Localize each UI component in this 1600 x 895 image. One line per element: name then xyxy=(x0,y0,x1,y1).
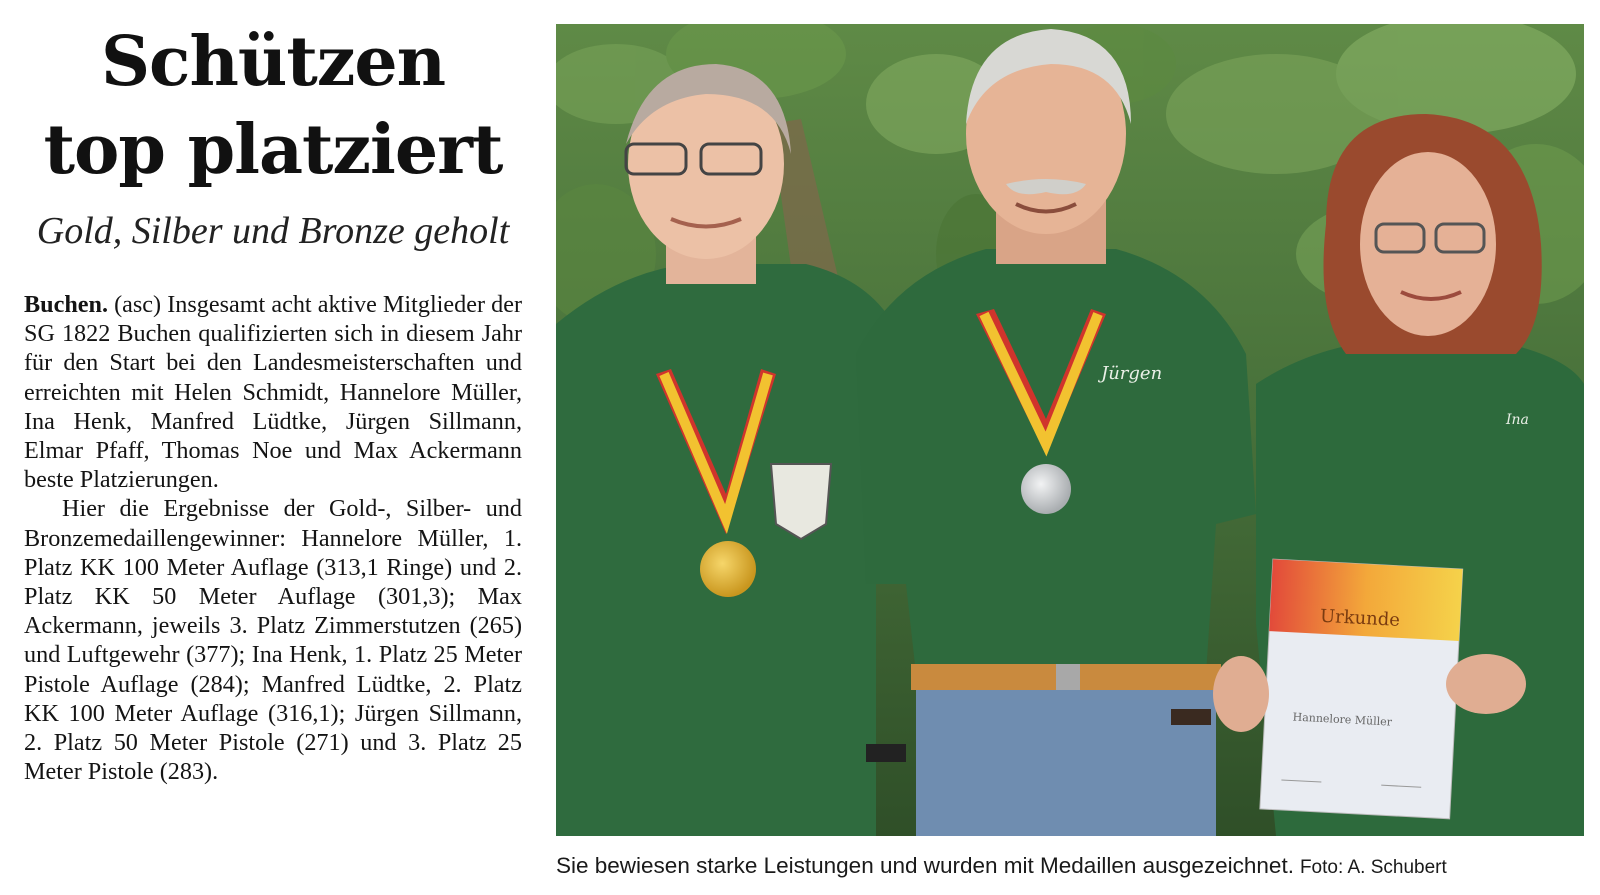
photo-credit: Foto: A. Schubert xyxy=(1299,857,1447,878)
certificate xyxy=(1260,559,1463,819)
subheadline: Gold, Silber und Bronze geholt xyxy=(36,210,510,252)
shirt-name-middle: Jürgen xyxy=(1101,363,1163,384)
certificate-title: Urkunde xyxy=(1319,605,1401,631)
paragraph-1-text: (asc) Insgesamt acht aktive Mitglieder der SG 1822 Buchen qualifizierten sich in diesem Jahr für den Start bei den Landesmeisterschaften und erreichten mit Helen Schmidt, Hannelore Müller, Ina Henk, Manfred Lüdtke, Jürgen Sillmann, Elmar Pfaff, Thomas Noe und Max Ackermann beste Platzierungen. xyxy=(24,291,522,494)
gold-medal xyxy=(700,541,756,597)
photo-caption xyxy=(556,852,1600,882)
dateline: Buchen. xyxy=(24,291,109,318)
headline-line-1: Schützen xyxy=(100,22,446,102)
shirt-name-right: Ina xyxy=(1506,412,1529,428)
headline-line-2: top platziert xyxy=(43,110,503,190)
paragraph-2: Hier die Ergebnisse der Gold-, Silber- und Bronzemedaillengewinner: Hannelore Müller, 1. Platz KK 100 Meter Auflage (313,1 Ringe) und 2. Platz KK 50 Meter Auflage (301,3); Max Ackermann, jeweils 3. Platz Zimmerstutzen (265) und Luftgewehr (377); Ina Henk, 1. Platz 25 Meter Pistole Auflage (284); Manfred Lüdtke, 2. Platz KK 100 Meter Auflage (316,1); Jürgen Sillmann, 2. Platz 50 Meter Pistole (271) und 3. Platz 25 Meter Pistole (283). xyxy=(24,495,522,786)
headline xyxy=(24,18,522,194)
article-body xyxy=(24,290,522,786)
silver-medal xyxy=(1021,464,1071,514)
photo-illustration xyxy=(556,24,1584,836)
article-photo xyxy=(556,24,1584,836)
certificate-name: Hannelore Müller xyxy=(1292,710,1393,729)
paragraph-1 xyxy=(24,290,522,494)
text-column xyxy=(24,18,522,786)
caption-text: Sie bewiesen starke Leistungen und wurden mit Medaillen ausgezeichnet. xyxy=(556,853,1294,878)
